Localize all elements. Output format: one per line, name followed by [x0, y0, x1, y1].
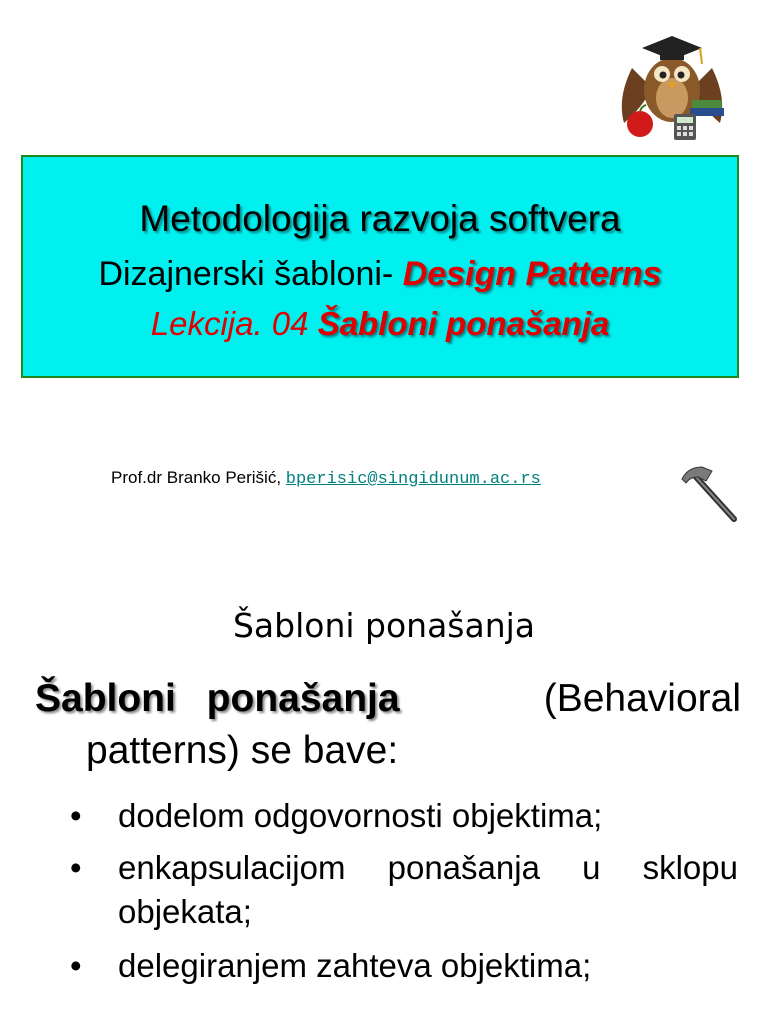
subject-accent: Design Patterns	[402, 255, 662, 293]
slide-subtitle: Šabloni ponašanja	[232, 606, 536, 645]
intro-paragraph	[35, 673, 741, 777]
intro-line2: patterns) se bave:	[86, 729, 399, 772]
list-item: • delegiranjem zahteva objektima;	[70, 944, 738, 988]
subject-line	[23, 253, 737, 295]
intro-rest: (Behavioral	[543, 677, 741, 720]
author-line	[111, 468, 541, 489]
title-box	[21, 155, 739, 378]
subject-plain: Dizajnerski šabloni-	[98, 255, 403, 293]
intro-bold: Šabloni ponašanja	[35, 677, 400, 720]
lesson-title: Šabloni ponašanja	[317, 305, 610, 342]
owl-mascot-icon	[612, 28, 732, 144]
author-email-link[interactable]: bperisic@singidunum.ac.rs	[285, 470, 541, 489]
lesson-line	[23, 303, 737, 345]
author-name: Prof.dr Branko Perišić,	[111, 468, 286, 487]
lesson-number: Lekcija. 04	[150, 305, 318, 342]
hammer-icon	[678, 461, 740, 525]
list-item: • dodelom odgovornosti objektima;	[70, 794, 738, 838]
course-title: Metodologija razvoja softvera	[139, 198, 621, 239]
list-item: • enkapsulacijom ponašanja u sklopu objekata;	[70, 846, 738, 934]
bullet-list	[70, 794, 738, 996]
